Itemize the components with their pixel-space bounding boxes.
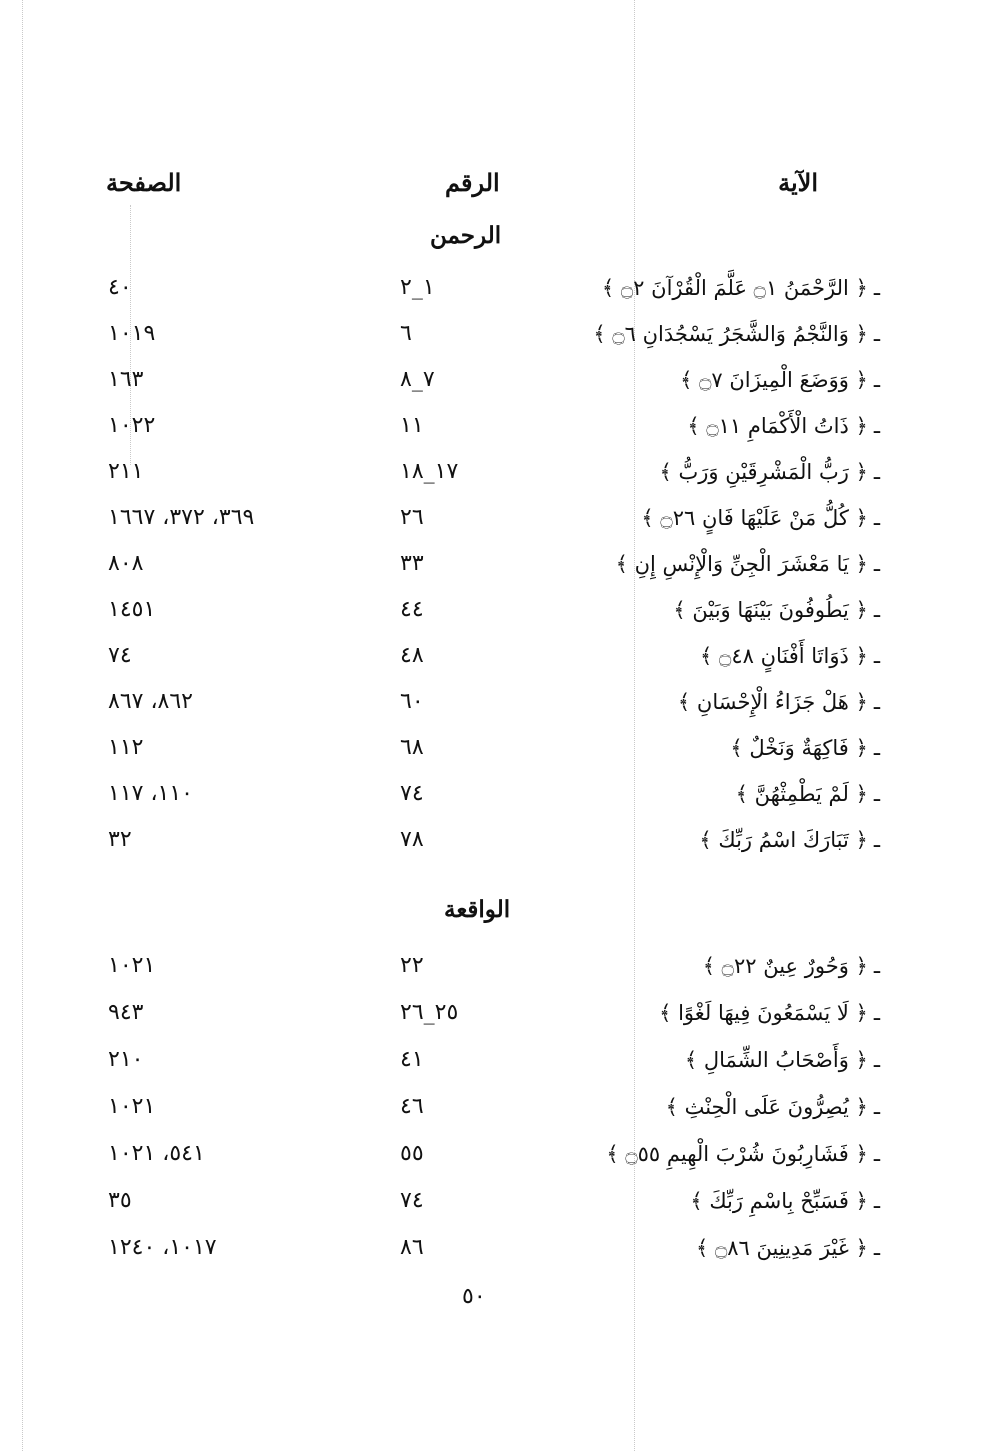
ayah-cell: ـ﴿ فَسَبِّحْ بِاسْمِ رَبِّكَ ﴾ <box>690 1189 880 1213</box>
page-cell: ٣٢ <box>108 827 132 852</box>
surah-title-waqiah: الواقعة <box>444 896 511 923</box>
row-dash: ـ <box>873 736 880 760</box>
table-row <box>0 774 1000 814</box>
row-dash: ـ <box>873 368 880 392</box>
ayah-cell: ـ﴿ يَطُوفُونَ بَيْنَهَا وَبَيْنَ ﴾ <box>673 598 880 622</box>
table-row <box>0 360 1000 400</box>
table-row <box>0 498 1000 538</box>
row-dash: ـ <box>873 782 880 806</box>
page-cell: ١٠١٧، ١٢٤٠ <box>108 1235 217 1260</box>
number-cell: ٢٥_٢٦ <box>400 1000 459 1025</box>
number-cell: ٢٦ <box>400 505 424 530</box>
page-cell: ٨٠٨ <box>108 551 144 576</box>
page-cell: ١١٠، ١١٧ <box>108 781 193 806</box>
ayah-cell: ـ﴿ ذَوَاتَا أَفْنَانٍ ۝٤٨ ﴾ <box>700 644 880 668</box>
ayah-cell: ـ﴿ فَاكِهَةٌ وَنَخْلٌ ﴾ <box>730 736 880 760</box>
page-cell: ١٠٢١ <box>108 953 156 978</box>
ayah-cell: ـ﴿ وَحُورٌ عِينٌ ۝٢٢ ﴾ <box>702 954 880 978</box>
row-dash: ـ <box>873 1095 880 1119</box>
page-cell: ٨٦٢، ٨٦٧ <box>108 689 193 714</box>
header-page: الصفحة <box>106 168 182 197</box>
page-cell: ٢١١ <box>108 459 144 484</box>
ayah-cell: ـ﴿ يَا مَعْشَرَ الْجِنِّ وَالْإِنْسِ إِنِ ﴾ <box>615 552 880 576</box>
ayah-cell: ـ﴿ الرَّحْمَنُ ۝١ عَلَّمَ الْقُرْآنَ ۝٢ ﴾ <box>601 276 880 300</box>
page-cell: ٧٤ <box>108 643 132 668</box>
number-cell: ٦٠ <box>400 689 424 714</box>
page-cell: ١٠٢٢ <box>108 413 156 438</box>
row-dash: ـ <box>873 690 880 714</box>
ayah-cell: ـ﴿ ذَاتُ الْأَكْمَامِ ۝١١ ﴾ <box>687 414 880 438</box>
table-row <box>0 1040 1000 1080</box>
row-dash: ـ <box>873 1236 880 1260</box>
page-cell: ١١٢ <box>108 735 144 760</box>
number-cell: ١_٢ <box>400 275 435 300</box>
table-row <box>0 1134 1000 1174</box>
table-row <box>0 682 1000 722</box>
ayah-cell: ـ﴿ رَبُّ الْمَشْرِقَيْنِ وَرَبُّ ﴾ <box>659 460 880 484</box>
row-dash: ـ <box>873 1189 880 1213</box>
number-cell: ١٧_١٨ <box>400 459 459 484</box>
page-cell: ٣٥ <box>108 1188 132 1213</box>
number-cell: ٧٨ <box>400 827 424 852</box>
ayah-cell: ـ﴿ كُلُّ مَنْ عَلَيْهَا فَانٍ ۝٢٦ ﴾ <box>641 506 880 530</box>
table-row <box>0 268 1000 308</box>
page-cell: ٣٦٩، ٣٧٢، ١٦٦٧ <box>108 505 255 530</box>
number-cell: ٤٤ <box>400 597 424 622</box>
number-cell: ٤١ <box>400 1047 424 1072</box>
row-dash: ـ <box>873 506 880 530</box>
page-number: ٥٠ <box>462 1284 486 1309</box>
header-number: الرقم <box>445 168 500 197</box>
ayah-cell: ـ﴿ تَبَارَكَ اسْمُ رَبِّكَ ﴾ <box>699 828 880 852</box>
number-cell: ٦ <box>400 321 412 346</box>
table-row <box>0 1087 1000 1127</box>
number-cell: ٧٤ <box>400 1188 424 1213</box>
row-dash: ـ <box>873 828 880 852</box>
table-row <box>0 406 1000 446</box>
ayah-cell: ـ﴿ غَيْرَ مَدِينِينَ ۝٨٦ ﴾ <box>695 1236 880 1260</box>
row-dash: ـ <box>873 276 880 300</box>
table-row <box>0 946 1000 986</box>
row-dash: ـ <box>873 1048 880 1072</box>
table-row <box>0 314 1000 354</box>
row-dash: ـ <box>873 1001 880 1025</box>
page-cell: ٩٤٣ <box>108 1000 144 1025</box>
number-cell: ٤٨ <box>400 643 424 668</box>
ayah-cell: ـ﴿ لَا يَسْمَعُونَ فِيهَا لَغْوًا ﴾ <box>659 1001 880 1025</box>
ayah-cell: ـ﴿ وَالنَّجْمُ وَالشَّجَرُ يَسْجُدَانِ ۝٦ ﴾ <box>593 322 880 346</box>
page-cell: ٤٠ <box>108 275 132 300</box>
ayah-cell: ـ﴿ لَمْ يَطْمِثْهُنَّ ﴾ <box>735 782 880 806</box>
number-cell: ٢٢ <box>400 953 424 978</box>
row-dash: ـ <box>873 322 880 346</box>
page-cell: ١٠١٩ <box>108 321 156 346</box>
row-dash: ـ <box>873 1142 880 1166</box>
row-dash: ـ <box>873 954 880 978</box>
table-row <box>0 1228 1000 1268</box>
number-cell: ١١ <box>400 413 424 438</box>
row-dash: ـ <box>873 644 880 668</box>
page-cell: ١٤٥١ <box>108 597 156 622</box>
ayah-cell: ـ﴿ فَشَارِبُونَ شُرْبَ الْهِيمِ ۝٥٥ ﴾ <box>606 1142 880 1166</box>
page-cell: ١٦٣ <box>108 367 144 392</box>
ayah-cell: ـ﴿ وَوَضَعَ الْمِيزَانَ ۝٧ ﴾ <box>680 368 880 392</box>
table-row <box>0 636 1000 676</box>
table-row <box>0 820 1000 860</box>
number-cell: ٦٨ <box>400 735 424 760</box>
page-cell: ٢١٠ <box>108 1047 144 1072</box>
page-cell: ٥٤١، ١٠٢١ <box>108 1141 205 1166</box>
number-cell: ٤٦ <box>400 1094 424 1119</box>
number-cell: ٧٤ <box>400 781 424 806</box>
table-row <box>0 993 1000 1033</box>
page-cell: ١٠٢١ <box>108 1094 156 1119</box>
row-dash: ـ <box>873 460 880 484</box>
table-row <box>0 452 1000 492</box>
ayah-cell: ـ﴿ يُصِرُّونَ عَلَى الْحِنْثِ ﴾ <box>665 1095 880 1119</box>
table-row <box>0 728 1000 768</box>
number-cell: ٥٥ <box>400 1141 424 1166</box>
number-cell: ٣٣ <box>400 551 424 576</box>
number-cell: ٧_٨ <box>400 367 435 392</box>
ayah-cell: ـ﴿ وَأَصْحَابُ الشِّمَالِ ﴾ <box>684 1048 880 1072</box>
row-dash: ـ <box>873 414 880 438</box>
table-row <box>0 590 1000 630</box>
number-cell: ٨٦ <box>400 1235 424 1260</box>
ayah-cell: ـ﴿ هَلْ جَزَاءُ الْإِحْسَانِ ﴾ <box>677 690 880 714</box>
header-ayah: الآية <box>778 168 818 197</box>
row-dash: ـ <box>873 552 880 576</box>
table-row <box>0 544 1000 584</box>
surah-title-rahman: الرحمن <box>430 222 502 249</box>
table-row <box>0 1181 1000 1221</box>
row-dash: ـ <box>873 598 880 622</box>
